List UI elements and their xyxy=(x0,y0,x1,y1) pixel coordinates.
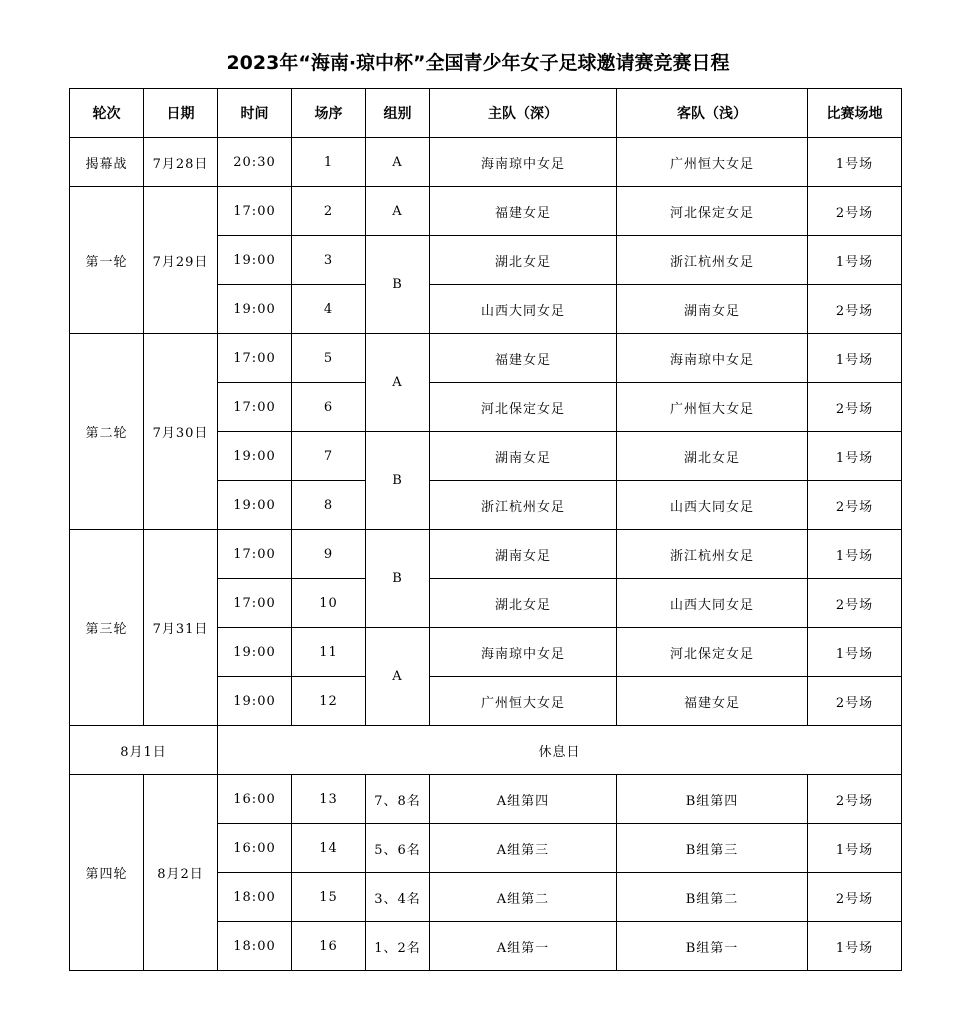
match-no-cell: 3 xyxy=(292,236,366,285)
group-cell: B xyxy=(366,432,430,530)
venue-cell: 1号场 xyxy=(808,432,902,481)
home-cell: 海南琼中女足 xyxy=(430,628,617,677)
away-cell: 山西大同女足 xyxy=(617,481,808,530)
away-cell: 海南琼中女足 xyxy=(617,334,808,383)
rest-date-cell: 8月1日 xyxy=(70,726,218,775)
date-cell: 7月28日 xyxy=(144,138,218,187)
round-cell: 第四轮 xyxy=(70,775,144,971)
away-cell: 浙江杭州女足 xyxy=(617,236,808,285)
header-home: 主队（深） xyxy=(430,89,617,138)
match-no-cell: 4 xyxy=(292,285,366,334)
venue-cell: 2号场 xyxy=(808,873,902,922)
time-cell: 20:30 xyxy=(218,138,292,187)
match-no-cell: 11 xyxy=(292,628,366,677)
time-cell: 19:00 xyxy=(218,285,292,334)
date-cell: 8月2日 xyxy=(144,775,218,971)
time-cell: 19:00 xyxy=(218,236,292,285)
round-cell: 第三轮 xyxy=(70,530,144,726)
time-cell: 19:00 xyxy=(218,628,292,677)
header-match-no: 场序 xyxy=(292,89,366,138)
rest-day-cell: 休息日 xyxy=(218,726,902,775)
away-cell: 湖北女足 xyxy=(617,432,808,481)
time-cell: 16:00 xyxy=(218,824,292,873)
venue-cell: 1号场 xyxy=(808,236,902,285)
match-no-cell: 10 xyxy=(292,579,366,628)
round-cell: 揭幕战 xyxy=(70,138,144,187)
away-cell: 河北保定女足 xyxy=(617,628,808,677)
group-cell: A xyxy=(366,628,430,726)
venue-cell: 2号场 xyxy=(808,579,902,628)
group-cell: A xyxy=(366,187,430,236)
match-no-cell: 9 xyxy=(292,530,366,579)
home-cell: 福建女足 xyxy=(430,334,617,383)
match-no-cell: 7 xyxy=(292,432,366,481)
home-cell: 海南琼中女足 xyxy=(430,138,617,187)
match-no-cell: 15 xyxy=(292,873,366,922)
group-cell: 1、2名 xyxy=(366,922,430,971)
table-row xyxy=(70,187,902,236)
header-round: 轮次 xyxy=(70,89,144,138)
time-cell: 17:00 xyxy=(218,334,292,383)
table-row xyxy=(70,138,902,187)
away-cell: 河北保定女足 xyxy=(617,187,808,236)
header-time: 时间 xyxy=(218,89,292,138)
away-cell: 浙江杭州女足 xyxy=(617,530,808,579)
time-cell: 19:00 xyxy=(218,677,292,726)
table-row xyxy=(70,726,902,775)
date-cell: 7月30日 xyxy=(144,334,218,530)
home-cell: 湖南女足 xyxy=(430,432,617,481)
home-cell: 广州恒大女足 xyxy=(430,677,617,726)
venue-cell: 1号场 xyxy=(808,138,902,187)
venue-cell: 1号场 xyxy=(808,530,902,579)
away-cell: 广州恒大女足 xyxy=(617,383,808,432)
header-group: 组别 xyxy=(366,89,430,138)
time-cell: 17:00 xyxy=(218,187,292,236)
away-cell: 湖南女足 xyxy=(617,285,808,334)
away-cell: 广州恒大女足 xyxy=(617,138,808,187)
match-no-cell: 2 xyxy=(292,187,366,236)
away-cell: B组第四 xyxy=(617,775,808,824)
away-cell: B组第三 xyxy=(617,824,808,873)
group-cell: B xyxy=(366,236,430,334)
group-cell: 5、6名 xyxy=(366,824,430,873)
group-cell: 7、8名 xyxy=(366,775,430,824)
time-cell: 18:00 xyxy=(218,922,292,971)
venue-cell: 2号场 xyxy=(808,285,902,334)
match-no-cell: 5 xyxy=(292,334,366,383)
home-cell: A组第三 xyxy=(430,824,617,873)
match-no-cell: 13 xyxy=(292,775,366,824)
venue-cell: 2号场 xyxy=(808,677,902,726)
match-no-cell: 8 xyxy=(292,481,366,530)
venue-cell: 2号场 xyxy=(808,187,902,236)
time-cell: 17:00 xyxy=(218,579,292,628)
venue-cell: 1号场 xyxy=(808,922,902,971)
away-cell: B组第一 xyxy=(617,922,808,971)
time-cell: 19:00 xyxy=(218,432,292,481)
round-cell: 第一轮 xyxy=(70,187,144,334)
header-venue: 比赛场地 xyxy=(808,89,902,138)
away-cell: B组第二 xyxy=(617,873,808,922)
away-cell: 山西大同女足 xyxy=(617,579,808,628)
home-cell: A组第四 xyxy=(430,775,617,824)
time-cell: 19:00 xyxy=(218,481,292,530)
match-no-cell: 12 xyxy=(292,677,366,726)
group-cell: A xyxy=(366,138,430,187)
venue-cell: 2号场 xyxy=(808,383,902,432)
home-cell: 河北保定女足 xyxy=(430,383,617,432)
home-cell: 湖北女足 xyxy=(430,236,617,285)
home-cell: 浙江杭州女足 xyxy=(430,481,617,530)
time-cell: 17:00 xyxy=(218,530,292,579)
venue-cell: 2号场 xyxy=(808,775,902,824)
table-row xyxy=(70,530,902,579)
header-date: 日期 xyxy=(144,89,218,138)
time-cell: 16:00 xyxy=(218,775,292,824)
time-cell: 17:00 xyxy=(218,383,292,432)
page-title: 2023年“海南·琼中杯”全国青少年女子足球邀请赛竞赛日程 xyxy=(226,52,730,74)
home-cell: A组第二 xyxy=(430,873,617,922)
away-cell: 福建女足 xyxy=(617,677,808,726)
venue-cell: 2号场 xyxy=(808,481,902,530)
match-no-cell: 1 xyxy=(292,138,366,187)
table-row xyxy=(70,334,902,383)
match-no-cell: 6 xyxy=(292,383,366,432)
header-away: 客队（浅） xyxy=(617,89,808,138)
venue-cell: 1号场 xyxy=(808,334,902,383)
time-cell: 18:00 xyxy=(218,873,292,922)
match-no-cell: 16 xyxy=(292,922,366,971)
home-cell: 湖北女足 xyxy=(430,579,617,628)
schedule-table xyxy=(69,88,902,971)
round-cell: 第二轮 xyxy=(70,334,144,530)
match-no-cell: 14 xyxy=(292,824,366,873)
group-cell: A xyxy=(366,334,430,432)
home-cell: A组第一 xyxy=(430,922,617,971)
header-row xyxy=(70,89,902,138)
group-cell: 3、4名 xyxy=(366,873,430,922)
date-cell: 7月29日 xyxy=(144,187,218,334)
home-cell: 福建女足 xyxy=(430,187,617,236)
venue-cell: 1号场 xyxy=(808,628,902,677)
date-cell: 7月31日 xyxy=(144,530,218,726)
group-cell: B xyxy=(366,530,430,628)
venue-cell: 1号场 xyxy=(808,824,902,873)
table-row xyxy=(70,775,902,824)
home-cell: 山西大同女足 xyxy=(430,285,617,334)
home-cell: 湖南女足 xyxy=(430,530,617,579)
